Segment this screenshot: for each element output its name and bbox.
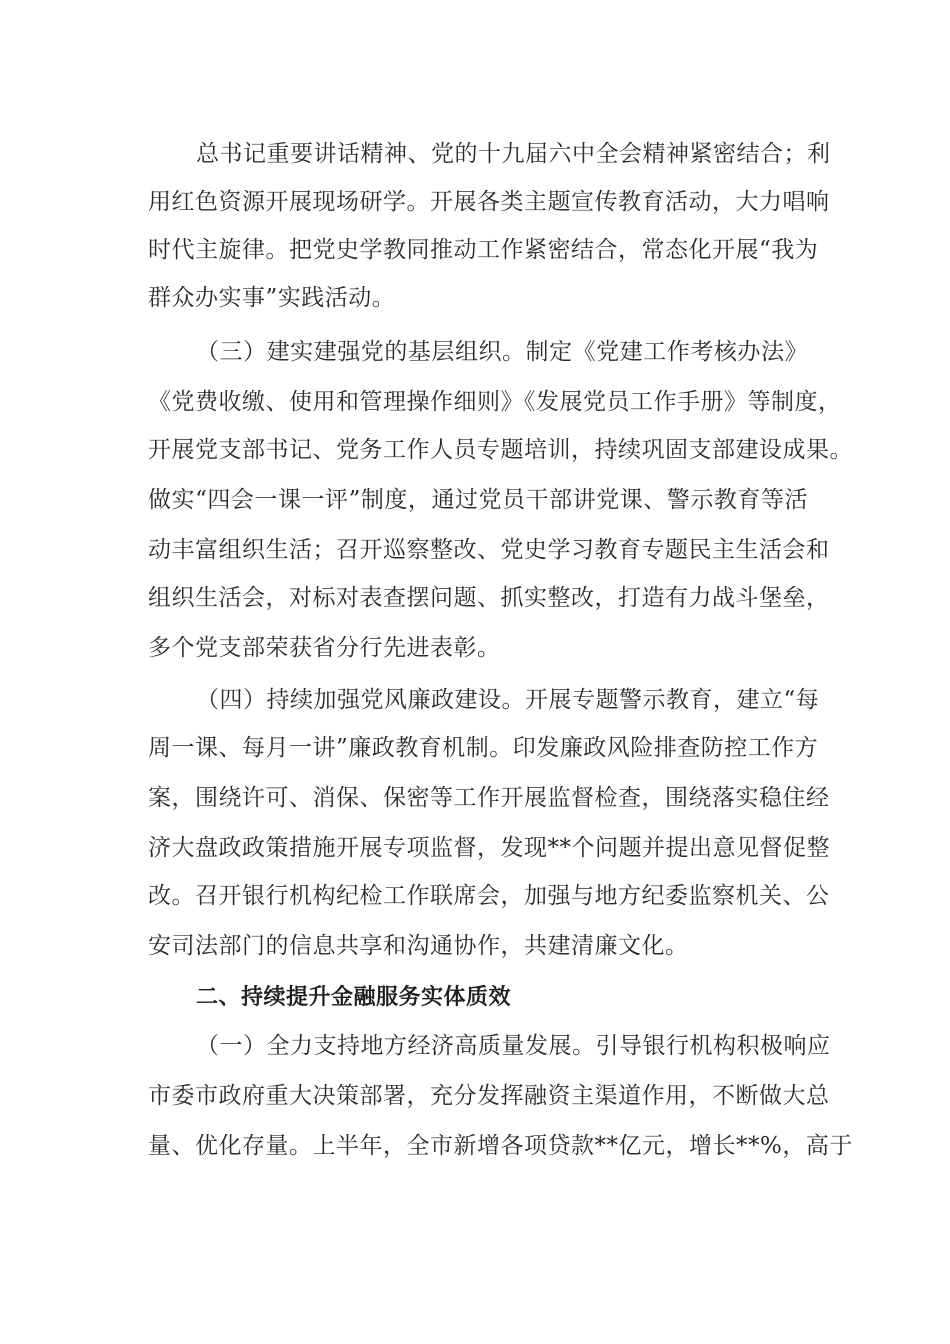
text-line: 周一课、每月一讲”廉政教育机制。印发廉政风险排查防控工作方 [148,735,819,761]
text-line: 开展党支部书记、党务工作人员专题培训，持续巩固支部建设成果。 [148,437,853,463]
text-line: 案，围绕许可、消保、保密等工作开展监督检查，围绕落实稳住经 [148,785,830,811]
chapter-heading: 二、持续提升金融服务实体质效 [196,985,512,1010]
section-heading-3: （三）建实建强党的基层组织。制定《党建工作考核办法》 [196,339,808,365]
text-line: 多个党支部荣获省分行先进表彰。 [148,635,501,661]
text-line: 动丰富组织生活；召开巡察整改、党史学习教育专题民主生活会和 [148,537,830,563]
text-line: 济大盘政政策措施开展专项监督，发现**个问题并提出意见督促整 [148,835,830,861]
text-line: 量、优化存量。上半年，全市新增各项贷款**亿元，增长**%，高于 [148,1133,853,1159]
text-line: 组织生活会，对标对表查摆问题、抓实整改，打造有力战斗堡垒， [148,585,830,611]
text-line: 改。召开银行机构纪检工作联席会，加强与地方纪委监察机关、公 [148,883,830,909]
text-line: 《党费收缴、使用和管理操作细则》《发展党员工作手册》等制度， [148,389,842,415]
text-line: 群众办实事”实践活动。 [148,285,396,311]
text-line: 用红色资源开展现场研学。开展各类主题宣传教育活动，大力唱响 [148,189,830,215]
section-heading-1: （一）全力支持地方经济高质量发展。引导银行机构积极响应 [196,1033,831,1059]
text-line: 市委市政府重大决策部署，充分发挥融资主渠道作用，不断做大总 [148,1083,830,1109]
text-line: 时代主旋律。把党史学教同推动工作紧密结合，常态化开展“我为 [148,237,819,263]
section-heading-4: （四）持续加强党风廉政建设。开展专题警示教育，建立“每 [196,687,820,713]
text-line: 安司法部门的信息共享和沟通协作，共建清廉文化。 [148,933,689,959]
text-line: 总书记重要讲话精神、党的十九届六中全会精神紧密结合；利 [196,141,831,167]
text-line: 做实“四会一课一评”制度，通过党员干部讲党课、警示教育等活 [148,487,808,513]
